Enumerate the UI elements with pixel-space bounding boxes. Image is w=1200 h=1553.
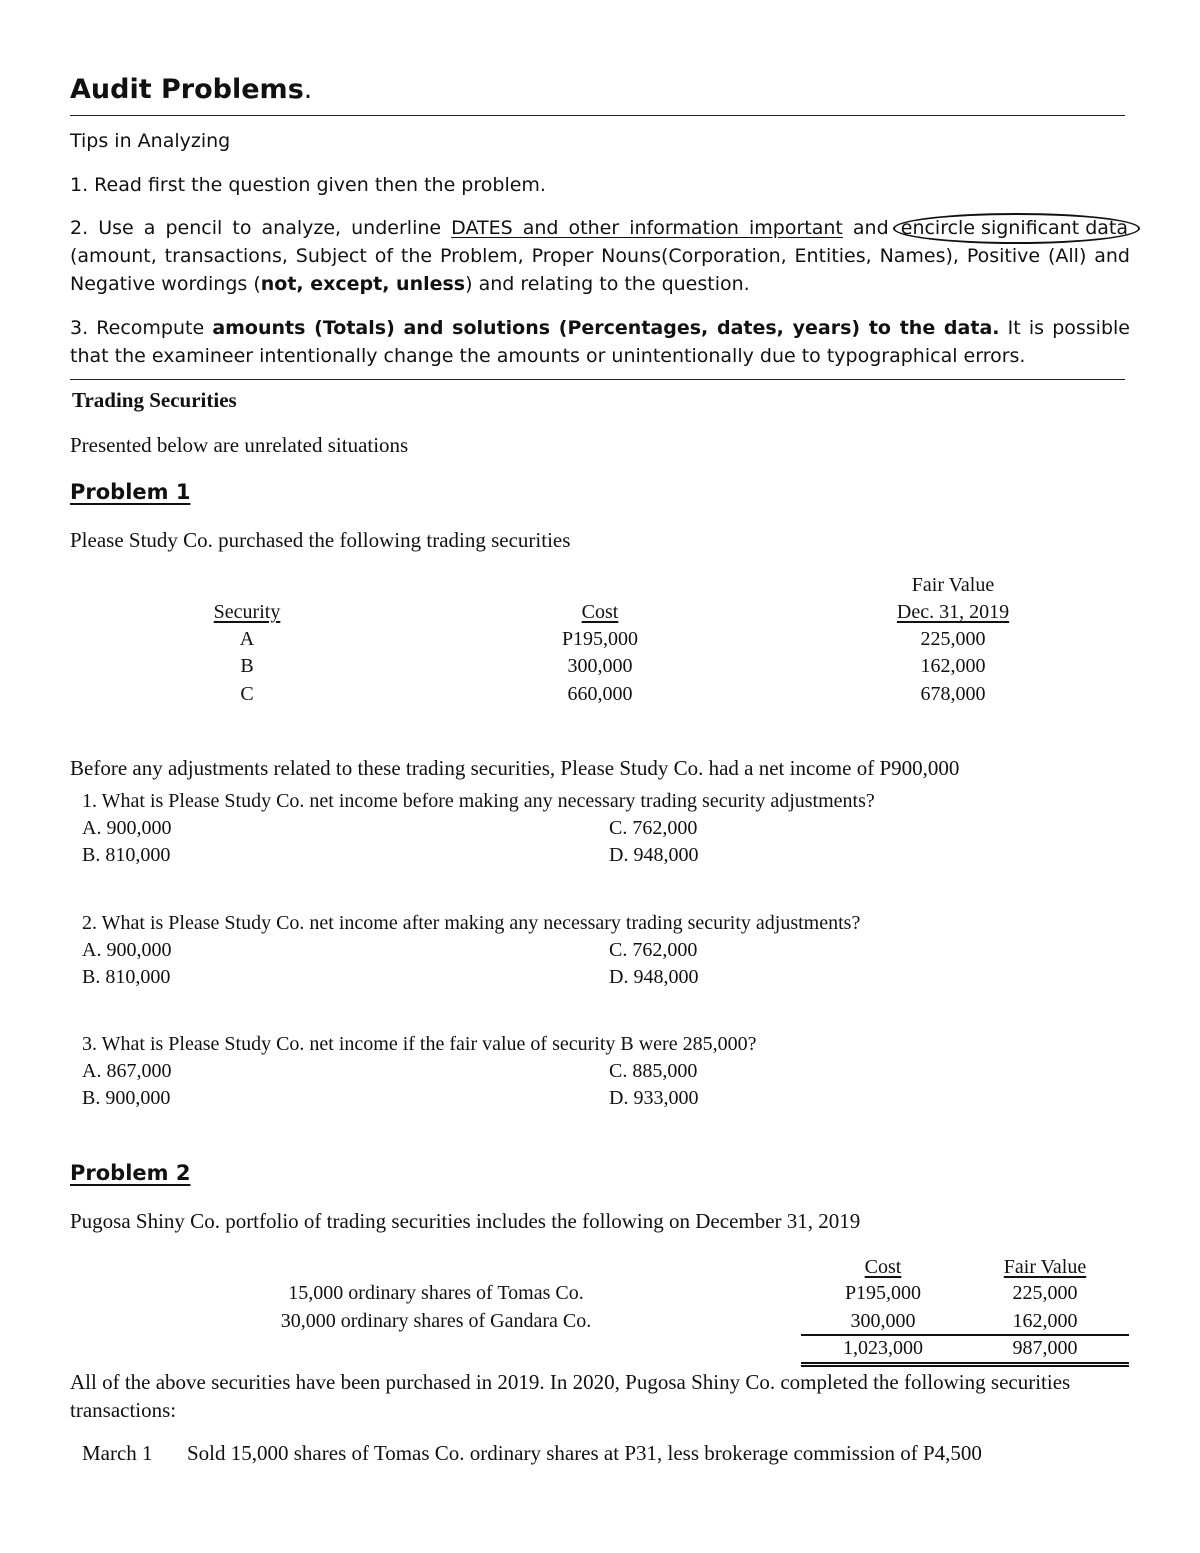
circle-mark xyxy=(893,213,1140,244)
table-cell: 660,000 xyxy=(567,683,633,705)
recompute-emphasis: amounts (Totals) and solutions (Percentages, dates, years) to the data. xyxy=(212,317,1000,339)
total-rule-2 xyxy=(801,1365,1129,1367)
table-cell: A xyxy=(239,628,255,650)
table-cell: 162,000 xyxy=(920,655,986,677)
tip-2: 2. Use a pencil to analyze, underline DATES and other information important and encircle significant data (amount, transactions, Subject of the Problem, Proper Nouns(Corporation, Entities, Names), Positive (All) and Negative wordings (not, except, unless) and relating to the question. xyxy=(70,214,1130,298)
header-fair-value: Fair Value xyxy=(1003,1256,1087,1278)
tip-3: 3. Recompute amounts (Totals) and solutions (Percentages, dates, years) to the data. It is possible that the examineer intentionally change the amounts or unintentionally due to typographical errors. xyxy=(70,317,1130,367)
tips-heading: Tips in Analyzing xyxy=(70,130,231,152)
tip-1: 1. Read first the question given then the problem. xyxy=(70,174,546,196)
question-2-option-b: B. 810,000 xyxy=(82,966,171,988)
question-1-option-b: B. 810,000 xyxy=(82,844,171,866)
question-3-option-b: B. 900,000 xyxy=(82,1087,171,1109)
table-cell: 678,000 xyxy=(920,683,986,705)
total-fair-value: 987,000 xyxy=(1012,1337,1078,1359)
problem-2-note: All of the above securities have been purchased in 2019. In 2020, Pugosa Shiny Co. completed the following securities transactions: xyxy=(70,1370,1071,1422)
underlined-text: DATES and other information important xyxy=(451,217,843,239)
total-rule-1 xyxy=(801,1362,1129,1364)
question-3-option-c: C. 885,000 xyxy=(609,1060,698,1082)
subtotal-rule xyxy=(801,1334,1129,1336)
transaction-text: Sold 15,000 shares of Tomas Co. ordinary shares at P31, less brokerage commission of P4,500 xyxy=(187,1441,982,1465)
table-cell: B xyxy=(240,655,254,677)
problem-2-intro: Pugosa Shiny Co. portfolio of trading securities includes the following on December 31, 2019 xyxy=(70,1209,861,1233)
question-1: 1. What is Please Study Co. net income before making any necessary trading security adjustments? xyxy=(82,790,875,812)
problem-1-heading: Problem 1 xyxy=(70,480,191,504)
title-rule xyxy=(70,115,1125,116)
table-cell: P195,000 xyxy=(561,628,639,650)
table-cell: 225,000 xyxy=(920,628,986,650)
table-cell: C xyxy=(240,683,254,705)
tips-rule xyxy=(70,379,1125,380)
header-fair-value-date: Dec. 31, 2019 xyxy=(896,601,1010,623)
negative-wordings: not, except, unless xyxy=(260,273,466,295)
question-2-option-a: A. 900,000 xyxy=(82,939,172,961)
question-2: 2. What is Please Study Co. net income after making any necessary trading security adjustments? xyxy=(82,912,861,934)
problem-2-heading: Problem 2 xyxy=(70,1161,191,1185)
encircled-text: encircle significant data xyxy=(899,214,1130,242)
table-cell: 300,000 xyxy=(567,655,633,677)
problem-1-note: Before any adjustments related to these trading securities, Please Study Co. had a net income of P900,000 xyxy=(70,756,960,780)
header-cost: Cost xyxy=(864,1256,902,1278)
table-cell: P195,000 xyxy=(844,1282,922,1304)
question-2-option-c: C. 762,000 xyxy=(609,939,698,961)
table-cell: 300,000 xyxy=(850,1310,916,1332)
question-3-option-a: A. 867,000 xyxy=(82,1060,172,1082)
section-heading: Trading Securities xyxy=(72,388,237,412)
question-1-option-d: D. 948,000 xyxy=(609,844,699,866)
table-cell: 162,000 xyxy=(1012,1310,1078,1332)
header-security: Security xyxy=(213,601,281,623)
table-cell: 15,000 ordinary shares of Tomas Co. xyxy=(288,1282,584,1304)
question-3-option-d: D. 933,000 xyxy=(609,1087,699,1109)
header-cost: Cost xyxy=(581,601,619,623)
problem-1-intro: Please Study Co. purchased the following trading securities xyxy=(70,528,571,552)
total-cost: 1,023,000 xyxy=(843,1337,923,1359)
table-cell: 30,000 ordinary shares of Gandara Co. xyxy=(280,1310,592,1332)
table-cell: 225,000 xyxy=(1012,1282,1078,1304)
header-fair-value: Fair Value xyxy=(911,574,995,596)
section-intro: Presented below are unrelated situations xyxy=(70,433,409,457)
question-1-option-a: A. 900,000 xyxy=(82,817,172,839)
question-1-option-c: C. 762,000 xyxy=(609,817,698,839)
transaction-date: March 1 xyxy=(82,1441,153,1465)
question-3: 3. What is Please Study Co. net income if the fair value of security B were 285,000? xyxy=(82,1033,757,1055)
question-2-option-d: D. 948,000 xyxy=(609,966,699,988)
page-title: Audit Problems. xyxy=(70,74,313,105)
